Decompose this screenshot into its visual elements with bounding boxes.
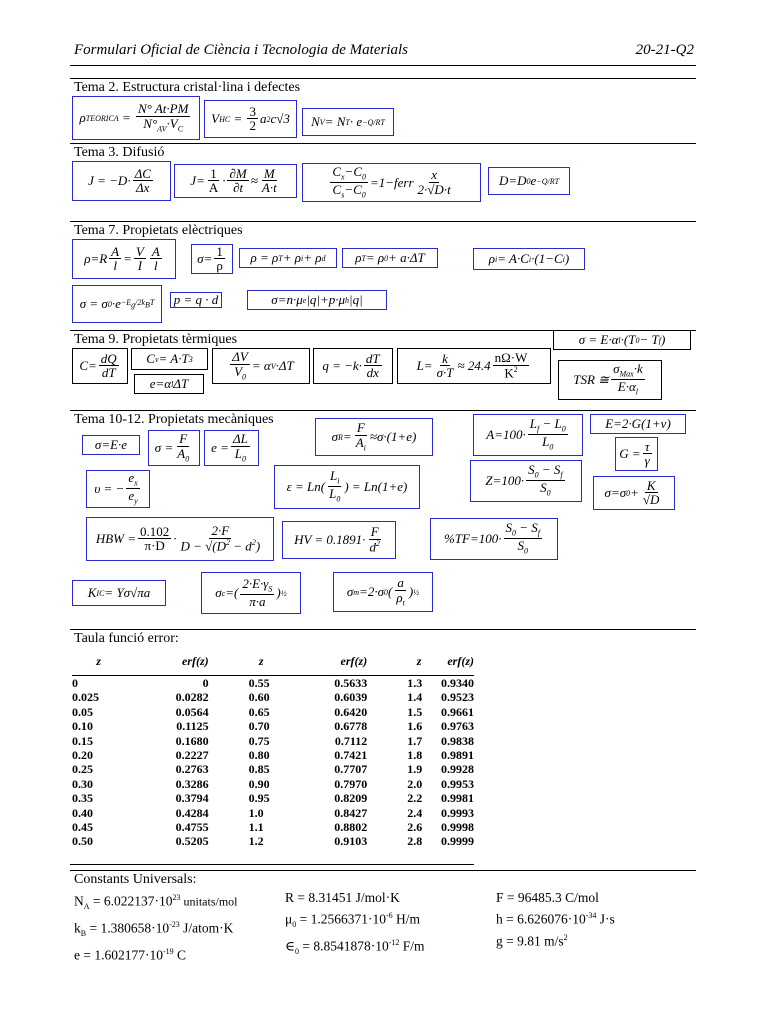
table-cell: 0.6778 xyxy=(334,719,368,734)
table-cell: 0.7970 xyxy=(334,776,368,791)
table-cell: 0.6039 xyxy=(334,690,368,705)
table-cell: 2.8 xyxy=(407,834,423,849)
table-cell: 0.1680 xyxy=(175,733,209,748)
table-row xyxy=(72,777,474,791)
section-rule xyxy=(70,629,696,630)
table-cell: 0.9340 xyxy=(441,676,474,690)
const-faraday: F = 96485.3 C/mol xyxy=(496,890,599,905)
section-title-t7: Tema 7. Propietats elèctriques xyxy=(74,223,243,238)
const-boltzmann: $k_B = 1.380658\cdot 10^{-23}$ J/atom·K xyxy=(74,920,234,939)
formula-hooke: σ=E·e xyxy=(82,435,140,455)
formula-heat-capacity: C= dQ dT xyxy=(72,348,128,384)
table-row xyxy=(72,690,474,704)
col-header: z xyxy=(416,654,422,668)
formula-flux: J= 1 A · ∂M ∂t ≈ M A·t xyxy=(174,164,297,198)
const-permeability: $\mu_0 = 1.2566371\cdot 10^{-6}$ H/m xyxy=(285,911,421,930)
table-cell: 0.8209 xyxy=(334,791,368,806)
table-cell: 0.025 xyxy=(72,690,99,705)
table-cell: 0.3286 xyxy=(175,776,209,791)
table-cell: 0.3794 xyxy=(175,791,209,806)
table-cell: 0.9661 xyxy=(441,704,474,719)
table-row xyxy=(72,820,474,834)
const-permittivity: $\in_0 = 8.8541878\cdot 10^{-12}$ F/m xyxy=(285,938,425,957)
section-rule xyxy=(70,870,696,871)
table-cell: 0.65 xyxy=(248,704,270,719)
formula-poisson: υ = − $e_x$ $e_y$ xyxy=(86,470,150,508)
table-cell: 0.9993 xyxy=(441,805,474,820)
table-cell: 2.0 xyxy=(407,776,423,791)
table-cell: 0.20 xyxy=(72,748,93,763)
formula-area-reduction: Z=100· $S_0 - S_f$ $S_0$ xyxy=(470,460,582,502)
const-avogadro: $N_A = 6.022137\cdot 10^{23}$ unitats/mol xyxy=(74,893,238,912)
erf-table xyxy=(72,652,474,849)
section-rule xyxy=(70,143,696,144)
table-cell: 0.7421 xyxy=(334,748,368,763)
formula-true-stress: σ R = F $A_i$ ≈σ·(1+e) xyxy=(315,418,433,456)
const-gas: R = 8.31451 J/mol·K xyxy=(285,890,400,905)
table-cell: 0.9838 xyxy=(441,733,474,748)
table-row xyxy=(72,748,474,762)
section-title-t9: Tema 9. Propietats tèrmiques xyxy=(74,332,238,347)
col-header: erf(z) xyxy=(340,654,368,668)
table-cell: 0.35 xyxy=(72,791,93,806)
const-electron-charge: $e = 1.602177\cdot 10^{-19}$ C xyxy=(74,947,187,963)
table-cell: 0.9523 xyxy=(441,690,474,705)
table-cell: 0.0564 xyxy=(175,704,209,719)
term-code: 20-21-Q2 xyxy=(635,42,694,58)
table-cell: 0.90 xyxy=(248,776,270,791)
section-title-erf: Taula funció error: xyxy=(74,631,179,646)
table-row xyxy=(72,719,474,733)
table-cell: 1.0 xyxy=(248,805,264,820)
table-cell: 1.6 xyxy=(407,719,423,734)
table-bottom-rule xyxy=(70,864,474,865)
table-cell: 0.5633 xyxy=(334,676,368,690)
table-cell: 1.9 xyxy=(407,762,423,777)
table-cell: 0.2763 xyxy=(175,762,209,777)
table-cell: 0.8802 xyxy=(334,820,368,835)
section-rule xyxy=(70,221,696,222)
table-cell: 1.3 xyxy=(407,676,423,690)
formula-brinell: HBW = 0.102 π·D · 2·F $D - √(D^2 - d^2)$ xyxy=(86,517,274,561)
formula-griffith: σ c =( $2\cdot E\cdot\gamma_S$ π·a ) ½ xyxy=(201,572,301,614)
table-cell: 0.6420 xyxy=(334,704,368,719)
formula-debye: C v = A·T 3 xyxy=(131,348,208,370)
table-cell: 0.8427 xyxy=(334,805,368,820)
formula-density: ρ TEORICA = N° At·PM $N^\circ_{AV}\cdot V_C$ xyxy=(72,96,200,140)
col-header: erf(z) xyxy=(447,654,474,668)
formula-matthiessen: ρ = ρ T + ρ i + ρ d xyxy=(239,248,337,268)
table-cell: 0.80 xyxy=(248,748,270,763)
table-cell: 0.9981 xyxy=(441,791,474,806)
table-cell: 0.70 xyxy=(248,719,270,734)
table-cell: 0.40 xyxy=(72,805,93,820)
table-cell: 0.95 xyxy=(248,791,270,806)
formula-true-strain: ε = Ln( $L_i$ $L_0$ ) = Ln(1+e) xyxy=(274,465,420,509)
table-cell: 1.8 xyxy=(407,748,423,763)
table-cell: 1.2 xyxy=(248,834,264,849)
formula-fracture-toughness: K IC = Yσ√πa xyxy=(72,580,166,606)
formula-vickers: HV = 0.1891· F $d^2$ xyxy=(282,521,396,559)
formula-resistance: ρ=R A l = V I A l xyxy=(72,239,176,279)
table-row xyxy=(72,705,474,719)
table-cell: 0 xyxy=(72,676,78,690)
table-cell: 0.9763 xyxy=(441,719,474,734)
formula-fick2: $C_x-C_0$ $C_s-C_0$ =1−ferr x 2·√D·t xyxy=(302,163,481,202)
section-title-t10: Tema 10-12. Propietats mecàniques xyxy=(74,412,274,427)
table-cell: 1.5 xyxy=(407,704,423,719)
table-cell: 0.7112 xyxy=(334,733,368,748)
formula-volume-expansion: ΔV $V_0$ = α V ·ΔT xyxy=(212,348,310,384)
formula-percent-tf: %TF=100· $S_0 - S_f$ $S_0$ xyxy=(430,518,558,560)
table-cell: 0.10 xyxy=(72,719,93,734)
col-header: z xyxy=(96,654,101,668)
formula-dipole: p = q · d xyxy=(170,292,222,308)
table-row xyxy=(72,834,474,848)
table-cell: 0.9928 xyxy=(441,762,474,777)
table-cell: 0.15 xyxy=(72,733,93,748)
formula-thermal-resistivity: ρ T = ρ 0 + a·ΔT xyxy=(342,248,438,268)
table-row xyxy=(72,806,474,820)
section-title-t3: Tema 3. Difusió xyxy=(74,145,165,160)
formula-impurity-resistivity: ρ i = A·C i ·(1−C i ) xyxy=(473,248,585,270)
table-cell: 1.4 xyxy=(407,690,423,705)
table-cell: 0.2227 xyxy=(175,748,209,763)
formula-thermal-shock: TSR ≅ $\sigma_{Max}\cdot k$ $E\cdot\alpha_l$ xyxy=(558,360,662,400)
table-cell: 0.4284 xyxy=(175,805,209,820)
const-gravity: g = 9.81 $m/s^2$ xyxy=(496,932,568,948)
table-cell: 0.4755 xyxy=(175,820,209,835)
section-rule xyxy=(70,78,696,79)
formula-fick1: J = −D· ΔC Δx xyxy=(72,161,171,201)
formula-shear-modulus: E=2·G(1+ν) xyxy=(590,414,686,434)
col-header: z xyxy=(258,654,264,668)
formula-conductivity: σ= 1 ρ xyxy=(191,244,233,274)
table-cell: 0.30 xyxy=(72,776,93,791)
formula-wiedemann-franz: L= k σ·T ≈ 24.4 nΩ·W $K^2$ xyxy=(397,348,551,384)
section-rule xyxy=(70,410,696,411)
table-cell: 0.9953 xyxy=(441,776,474,791)
formula-hall-petch: σ=σ 0 + K √D xyxy=(593,476,675,510)
table-cell: 0.55 xyxy=(248,676,270,690)
formula-strain: e = ΔL $L_0$ xyxy=(204,430,259,466)
formula-crack-tip-stress: σ m =2·σ 0 ( a $\rho_t$ ) ½ xyxy=(333,572,433,612)
table-cell: 0.45 xyxy=(72,820,93,835)
table-cell: 0.85 xyxy=(248,762,270,777)
table-cell: 0.25 xyxy=(72,762,93,777)
constants-col-3 xyxy=(496,889,615,950)
formula-carrier-conductivity: σ=n·μ e |q|+p·μ h |q| xyxy=(247,290,387,310)
table-row xyxy=(72,676,474,691)
formula-shear-strain: G = τ γ xyxy=(615,437,658,471)
table-cell: 0.9999 xyxy=(441,834,474,849)
formula-stress: σ = F $A_0$ xyxy=(148,430,200,466)
table-row xyxy=(72,734,474,748)
erf-table-header xyxy=(72,652,474,676)
table-cell: 2.2 xyxy=(407,791,423,806)
table-cell: 0.9998 xyxy=(441,820,474,835)
table-cell: 0.50 xyxy=(72,834,93,849)
table-cell: 0.9891 xyxy=(441,748,474,763)
formula-hcp-volume: V HC = 3 2 a 2 c√3 xyxy=(204,100,297,138)
table-cell: 2.4 xyxy=(407,805,423,820)
table-cell: 1.7 xyxy=(407,733,423,748)
table-cell: 2.6 xyxy=(407,820,423,835)
table-cell: 0.60 xyxy=(248,690,270,705)
constants-col-1 xyxy=(74,889,238,965)
col-header: erf(z) xyxy=(181,654,209,668)
document-title: Formulari Oficial de Ciència i Tecnologia de Materials xyxy=(74,42,408,58)
table-cell: 0.0282 xyxy=(175,690,209,705)
header-rule xyxy=(70,65,696,66)
formula-thermal-stress: σ = E·α l ·(T 0 − T f ) xyxy=(553,330,691,350)
formula-semiconductor: σ = σ 0 ·e $-E_g/2k_BT$ xyxy=(72,285,162,323)
section-title-constants: Constants Universals: xyxy=(74,872,197,887)
section-title-t2: Tema 2. Estructura cristal·lina i defectes xyxy=(74,80,301,95)
table-cell: 1.1 xyxy=(248,820,264,835)
table-row xyxy=(72,791,474,805)
formula-diffusivity: D=D 0 e −Q/RT xyxy=(488,167,570,195)
formula-fourier: q = −k· dT dx xyxy=(313,348,393,384)
table-cell: 0.5205 xyxy=(175,834,209,849)
formula-vacancies: N V = N T · e −Q/RT xyxy=(302,108,394,136)
table-cell: 0.75 xyxy=(248,733,270,748)
constants-col-2 xyxy=(285,889,425,961)
const-planck: $h = 6.626076\cdot 10^{-34}$ J·s xyxy=(496,911,615,927)
table-cell: 0.05 xyxy=(72,704,93,719)
table-cell: 0.7707 xyxy=(334,762,368,777)
formula-linear-expansion: e=α l ΔT xyxy=(134,374,204,394)
formula-elongation: A=100· $L_f - L_0$ $L_0$ xyxy=(473,414,583,456)
table-row xyxy=(72,762,474,776)
table-cell: 0.1125 xyxy=(176,719,209,734)
table-cell: 0 xyxy=(202,676,209,690)
table-cell: 0.9103 xyxy=(334,834,368,849)
